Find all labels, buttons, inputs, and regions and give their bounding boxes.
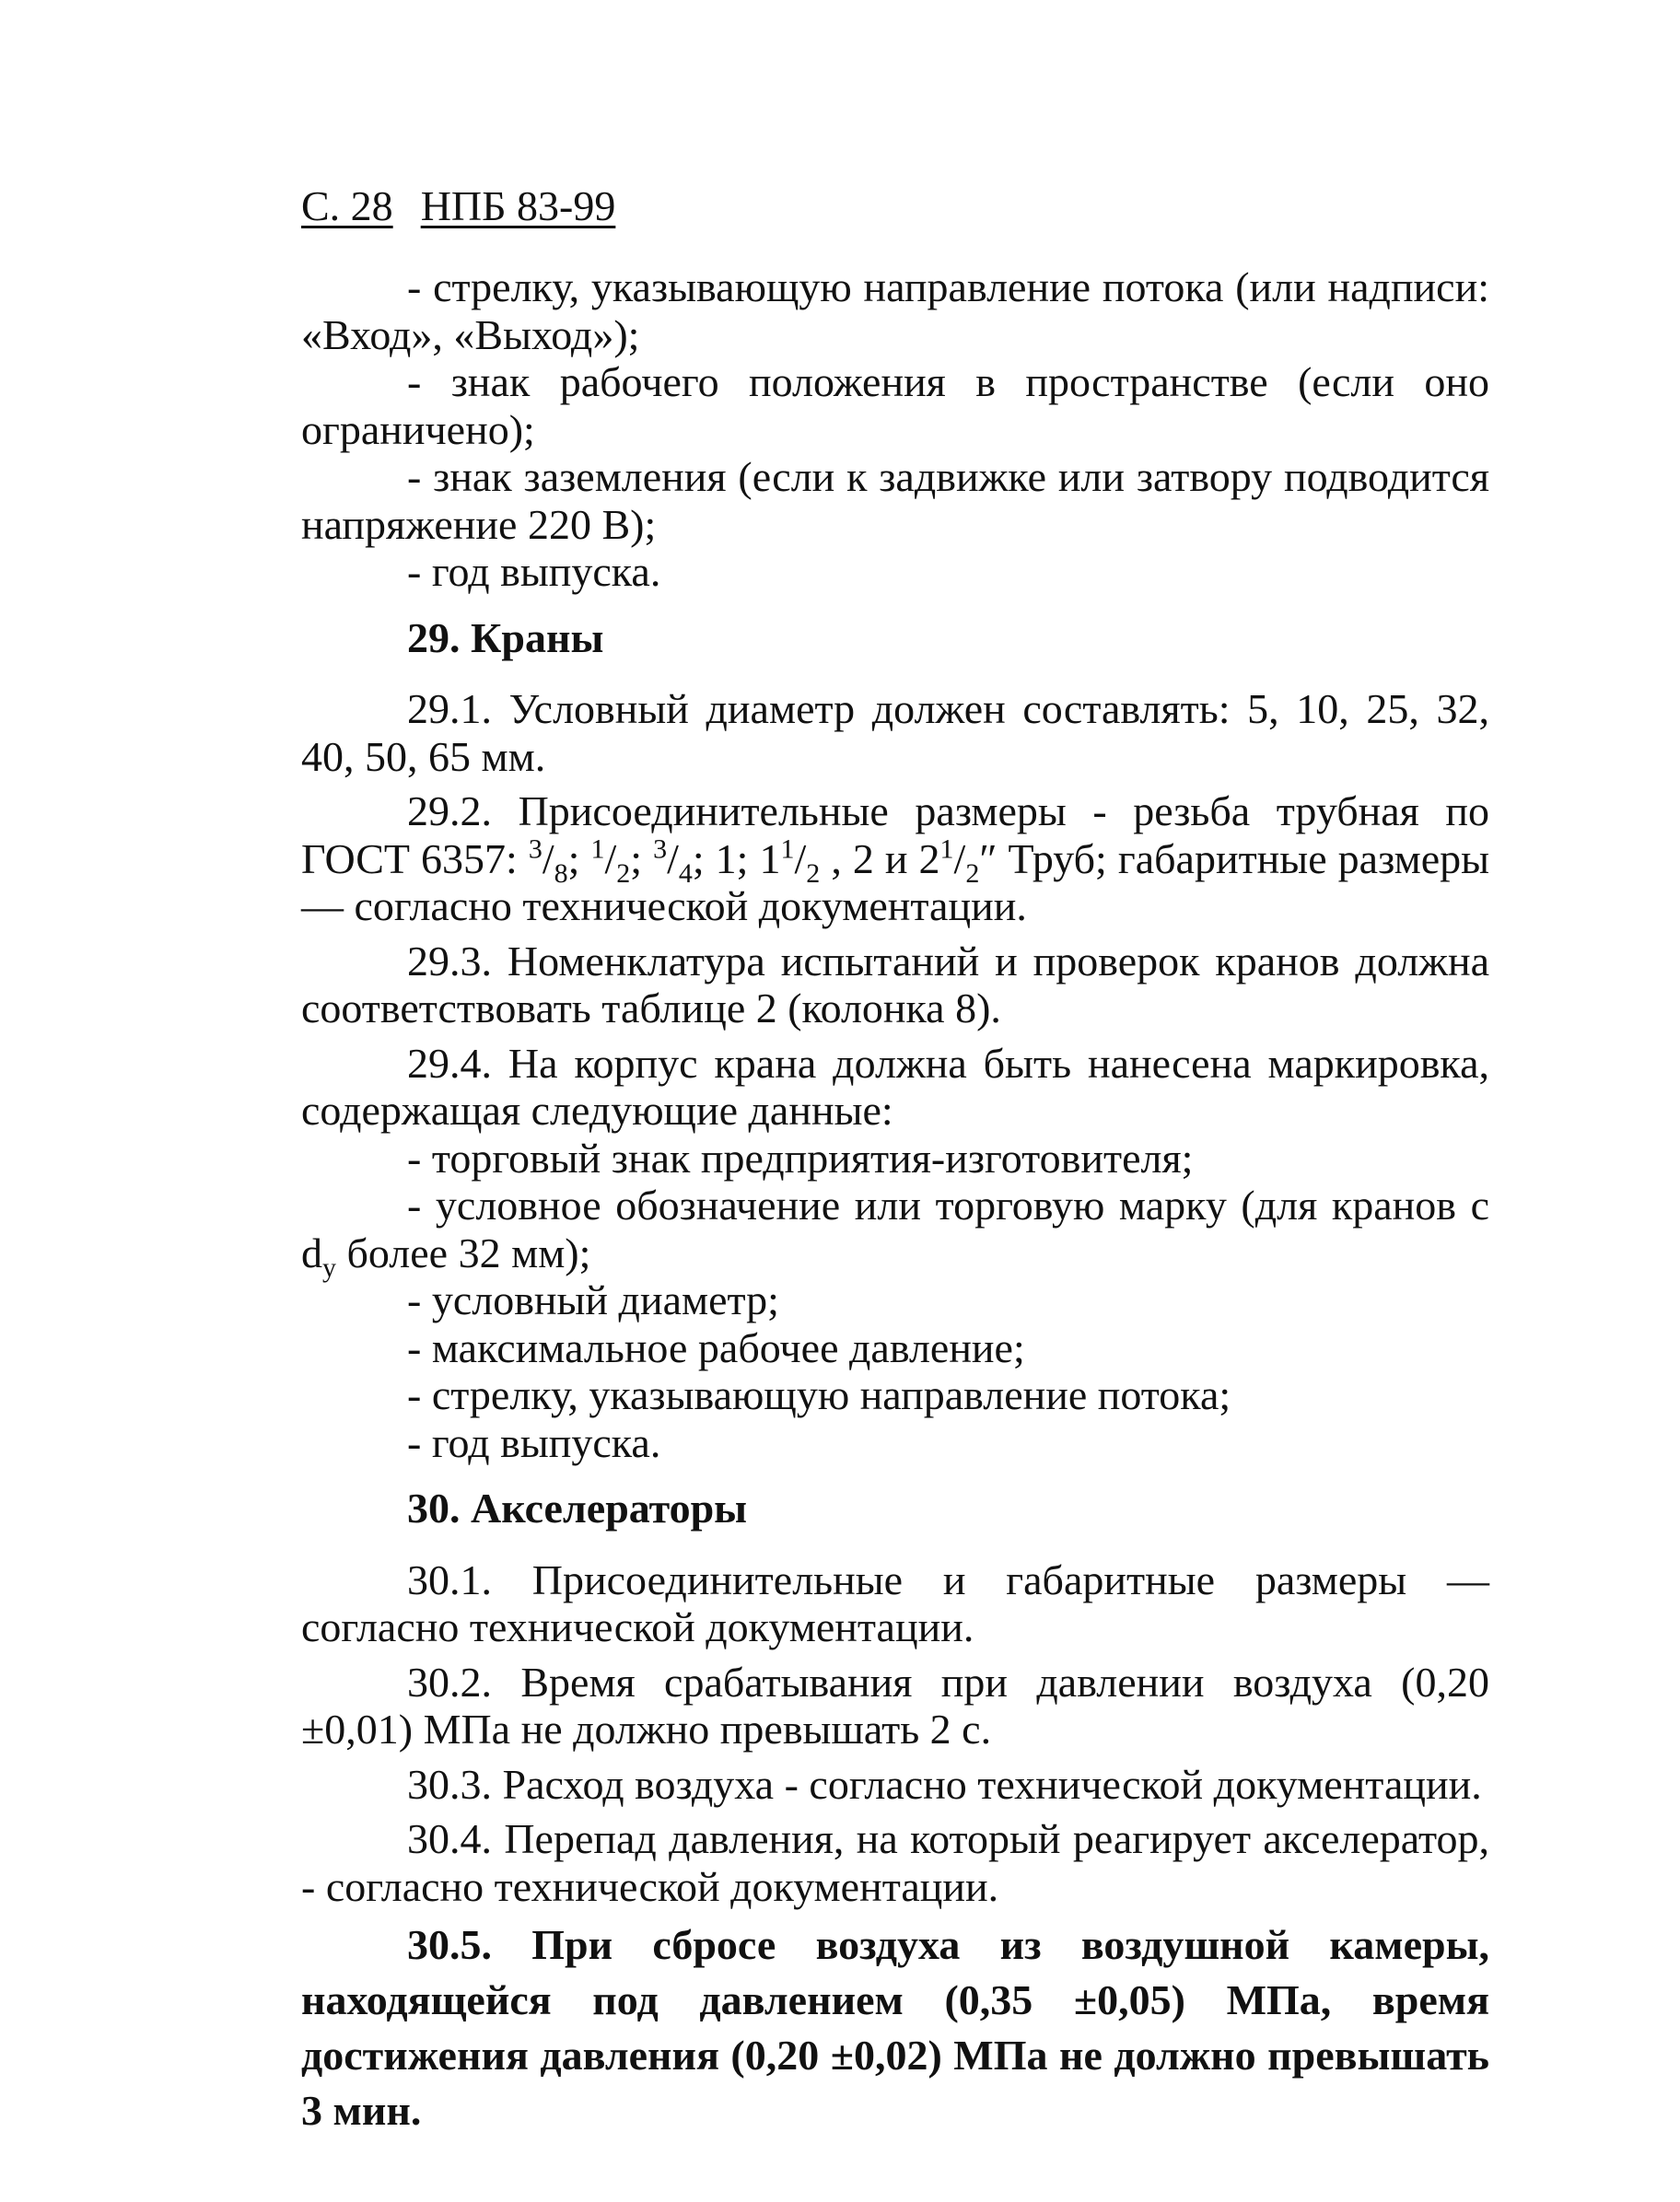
text-run: , 2 и [820, 834, 919, 882]
numerator: 3 [528, 833, 542, 865]
fraction: $^3/_8$ [528, 833, 568, 889]
list-item: - знак заземления (если к задвижке или затвору подводится напряжение 220 В); [301, 453, 1489, 548]
paragraph-30-4: 30.4. Перепад давления, на который реагирует акселератор, - согласно технической документации. [301, 1815, 1489, 1910]
paragraph-30-1: 30.1. Присоединительные и габаритные размеры — согласно технической документации. [301, 1555, 1489, 1650]
whole-part: 1 [759, 834, 781, 882]
paragraph-29-4: 29.4. На корпус крана должна быть нанесена маркировка, содержащая следующие данные: [301, 1039, 1489, 1134]
text-run: ; 1; [692, 834, 760, 882]
page-number: С. 28 [301, 182, 393, 229]
numerator: 1 [780, 833, 795, 865]
text-run: ; [567, 834, 591, 882]
text-run: более 32 мм); [336, 1229, 591, 1276]
denominator: 2 [616, 857, 631, 889]
denominator: 2 [806, 857, 821, 889]
list-item: - год выпуска. [407, 1418, 661, 1466]
denominator: 4 [678, 857, 693, 889]
text-run: ″ Труб; габаритные размеры — согласно технической документации. [301, 834, 1490, 929]
denominator: 8 [554, 857, 568, 889]
paragraph-30-3: 30.3. Расход воздуха - согласно технической документации. [407, 1760, 1482, 1808]
document-code: НПБ 83-99 [420, 182, 616, 229]
list-item: - знак рабочего положения в пространстве (если оно ограничено); [301, 358, 1489, 453]
paragraph-30-5: 30.5. При сбросе воздуха из воздушной камеры, находящейся под давлением (0,35 ±0,05) МПа, время достижения давления (0,20 ±0,02) МПа не должно превышать 3 мин. [301, 1921, 1489, 2134]
list-item: - максимальное рабочее давление; [407, 1323, 1025, 1371]
list-item: - стрелку, указывающую направление потока; [407, 1371, 1231, 1418]
mixed-number: $2^1/_2$ [918, 833, 980, 889]
denominator: 2 [965, 857, 980, 889]
list-item: - стрелку, указывающую направление потока (или надписи: «Вход», «Выход»); [301, 263, 1489, 358]
numerator: 3 [653, 833, 668, 865]
section-heading-30: 30. Акселераторы [407, 1485, 748, 1532]
page-header [301, 179, 643, 234]
text-run: ; [630, 834, 654, 882]
fraction: $^3/_4$ [653, 833, 693, 889]
page-body [301, 263, 1489, 2146]
paragraph-29-3: 29.3. Номенклатура испытаний и проверок кранов должна соответствовать таблице 2 (колонка 8). [301, 937, 1489, 1031]
paragraph-29-1: 29.1. Условный диаметр должен составлять: 5, 10, 25, 32, 40, 50, 65 мм. [301, 685, 1489, 780]
section-heading-29: 29. Краны [407, 613, 604, 661]
list-item [301, 1182, 1489, 1283]
numerator: 1 [939, 833, 954, 865]
list-item: - год выпуска. [407, 548, 661, 595]
mixed-number: $1^1/_2$ [759, 833, 821, 889]
paragraph-29-2 [301, 787, 1489, 930]
fraction: $^1/_2$ [590, 833, 631, 889]
text-run: - условное обозначение или торговую марку (для кранов с d [301, 1182, 1489, 1276]
list-item: - условный диаметр; [407, 1276, 779, 1323]
paragraph-30-2: 30.2. Время срабатывания при давлении воздуха (0,20 ±0,01) МПа не должно превышать 2 с. [301, 1658, 1489, 1753]
whole-part: 2 [918, 834, 940, 882]
numerator: 1 [590, 833, 605, 865]
list-item: - торговый знак предприятия-изготовителя; [407, 1134, 1194, 1182]
text-run: 29.2. Присоединительные размеры - резьба трубная по ГОСТ 6357: [301, 787, 1489, 882]
subscript: y [322, 1252, 336, 1283]
